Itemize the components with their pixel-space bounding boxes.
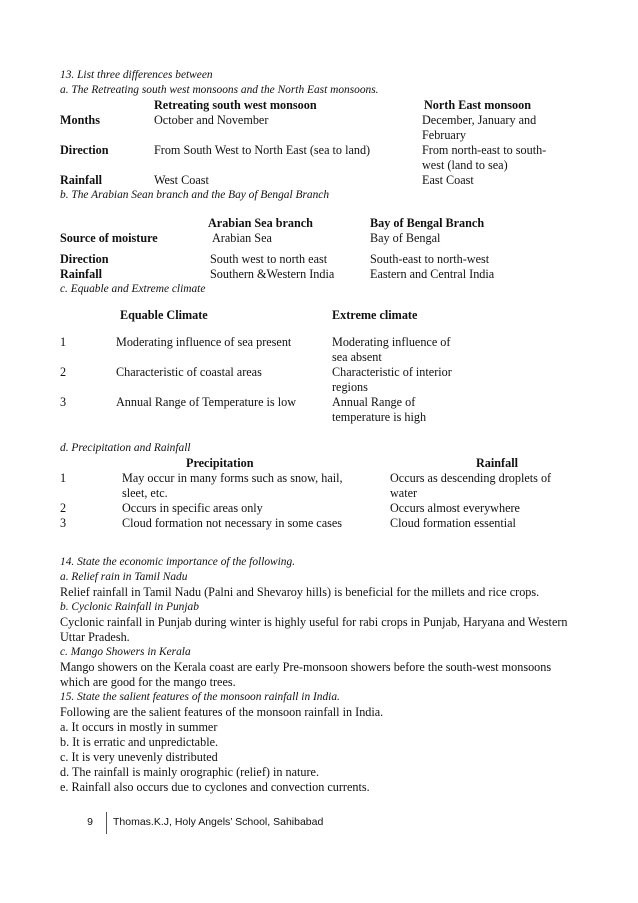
row-col1: May occur in many forms such as snow, hail, sleet, etc.: [122, 471, 343, 500]
q13d-header: [60, 456, 580, 471]
q14b-answer: Cyclonic rainfall in Punjab during winter is highly useful for rabi crops in Punjab, Haryana and Western Uttar Pradesh.: [60, 615, 568, 644]
q13c-col2-header: Extreme climate: [332, 308, 418, 322]
table-row: [60, 471, 580, 501]
table-row: [60, 267, 580, 282]
q13b-col2-header: Bay of Bengal Branch: [370, 216, 485, 230]
row-col1: Characteristic of coastal areas: [116, 365, 262, 379]
page-number: 9: [76, 812, 107, 834]
row-label: Direction: [60, 143, 109, 157]
row-col1: West Coast: [154, 173, 209, 187]
list-item: d. The rainfall is mainly orographic (relief) in nature.: [60, 765, 320, 779]
q13d-col1-header: Precipitation: [186, 456, 254, 470]
q13d-col2-header: Rainfall: [476, 456, 518, 470]
q13a-col2-header: North East monsoon: [424, 98, 531, 112]
table-row: [60, 501, 580, 516]
table-row: [60, 516, 580, 531]
row-label: Rainfall: [60, 267, 102, 281]
q13c-col1-header: Equable Climate: [120, 308, 208, 322]
row-col2: South-east to north-west: [370, 252, 490, 266]
table-row: [60, 252, 580, 267]
row-label: Rainfall: [60, 173, 102, 187]
row-col2: Moderating influence of sea absent: [332, 335, 451, 364]
row-col2: Cloud formation essential: [390, 516, 516, 530]
row-col2: Occurs almost everywhere: [390, 501, 520, 515]
q13d-subtitle: d. Precipitation and Rainfall: [60, 442, 191, 454]
row-number: 1: [60, 471, 67, 485]
row-col1: Annual Range of Temperature is low: [116, 395, 296, 409]
row-col2: East Coast: [422, 173, 474, 187]
q14a-answer: Relief rainfall in Tamil Nadu (Palni and Shevaroy hills) is beneficial for the millets and rice crops.: [60, 585, 540, 599]
row-col2: Occurs as descending droplets of water: [390, 471, 552, 500]
row-col2: Annual Range of temperature is high: [332, 395, 427, 424]
row-number: 2: [60, 501, 67, 515]
table-row: [60, 395, 580, 425]
list-item: c. It is very unevenly distributed: [60, 750, 218, 764]
q13a-header: [60, 98, 580, 113]
q13b-header: [60, 216, 580, 231]
table-row: [60, 173, 580, 188]
q13a-subtitle: a. The Retreating south west monsoons and the North East monsoons.: [60, 84, 379, 96]
table-row: [60, 335, 580, 365]
row-col2: Bay of Bengal: [370, 231, 441, 245]
row-label: Source of moisture: [60, 231, 158, 245]
row-col1: October and November: [154, 113, 269, 127]
table-row: [60, 143, 580, 173]
row-number: 2: [60, 365, 67, 379]
table-row: [60, 113, 580, 143]
row-label: Months: [60, 113, 100, 127]
q13c-header: [60, 308, 580, 323]
page-footer: [76, 812, 323, 834]
list-item: b. It is erratic and unpredictable.: [60, 735, 219, 749]
document-page: [60, 68, 580, 795]
row-col1: Southern &Western India: [210, 267, 335, 281]
q13b-subtitle: b. The Arabian Sean branch and the Bay of Bengal Branch: [60, 189, 330, 201]
list-item: a. It occurs in mostly in summer: [60, 720, 218, 734]
row-col2: December, January and February: [422, 113, 537, 142]
footer-text: Thomas.K.J, Holy Angels’ School, Sahibabad: [113, 816, 324, 828]
row-col1: South west to north east: [210, 252, 328, 266]
q14c-subtitle: c. Mango Showers in Kerala: [60, 646, 191, 658]
row-number: 1: [60, 335, 67, 349]
list-item: e. Rainfall also occurs due to cyclones and convection currents.: [60, 780, 370, 794]
q13c-subtitle: c. Equable and Extreme climate: [60, 283, 206, 295]
q14c-answer: Mango showers on the Kerala coast are early Pre-monsoon showers before the south-west monsoons which are good for the mango trees.: [60, 660, 552, 689]
q13a-col1-header: Retreating south west monsoon: [154, 98, 317, 112]
q15-intro: Following are the salient features of the monsoon rainfall in India.: [60, 705, 384, 719]
row-number: 3: [60, 395, 67, 409]
row-col1: From South West to North East (sea to land): [154, 143, 371, 157]
question-14-title: 14. State the economic importance of the following.: [60, 556, 296, 568]
q14a-subtitle: a. Relief rain in Tamil Nadu: [60, 571, 188, 583]
q13b-col1-header: Arabian Sea branch: [208, 216, 313, 230]
row-col2: Characteristic of interior regions: [332, 365, 452, 394]
row-col1: Arabian Sea: [212, 231, 272, 245]
table-row: [60, 231, 580, 246]
q14b-subtitle: b. Cyclonic Rainfall in Punjab: [60, 601, 199, 613]
row-number: 3: [60, 516, 67, 530]
row-col2: From north-east to south- west (land to sea): [422, 143, 547, 172]
row-col1: Occurs in specific areas only: [122, 501, 263, 515]
row-col2: Eastern and Central India: [370, 267, 495, 281]
row-col1: Moderating influence of sea present: [116, 335, 292, 349]
row-label: Direction: [60, 252, 109, 266]
question-13-title: 13. List three differences between: [60, 69, 213, 81]
question-15-title: 15. State the salient features of the monsoon rainfall in India.: [60, 691, 340, 703]
table-row: [60, 365, 580, 395]
row-col1: Cloud formation not necessary in some cases: [122, 516, 342, 530]
